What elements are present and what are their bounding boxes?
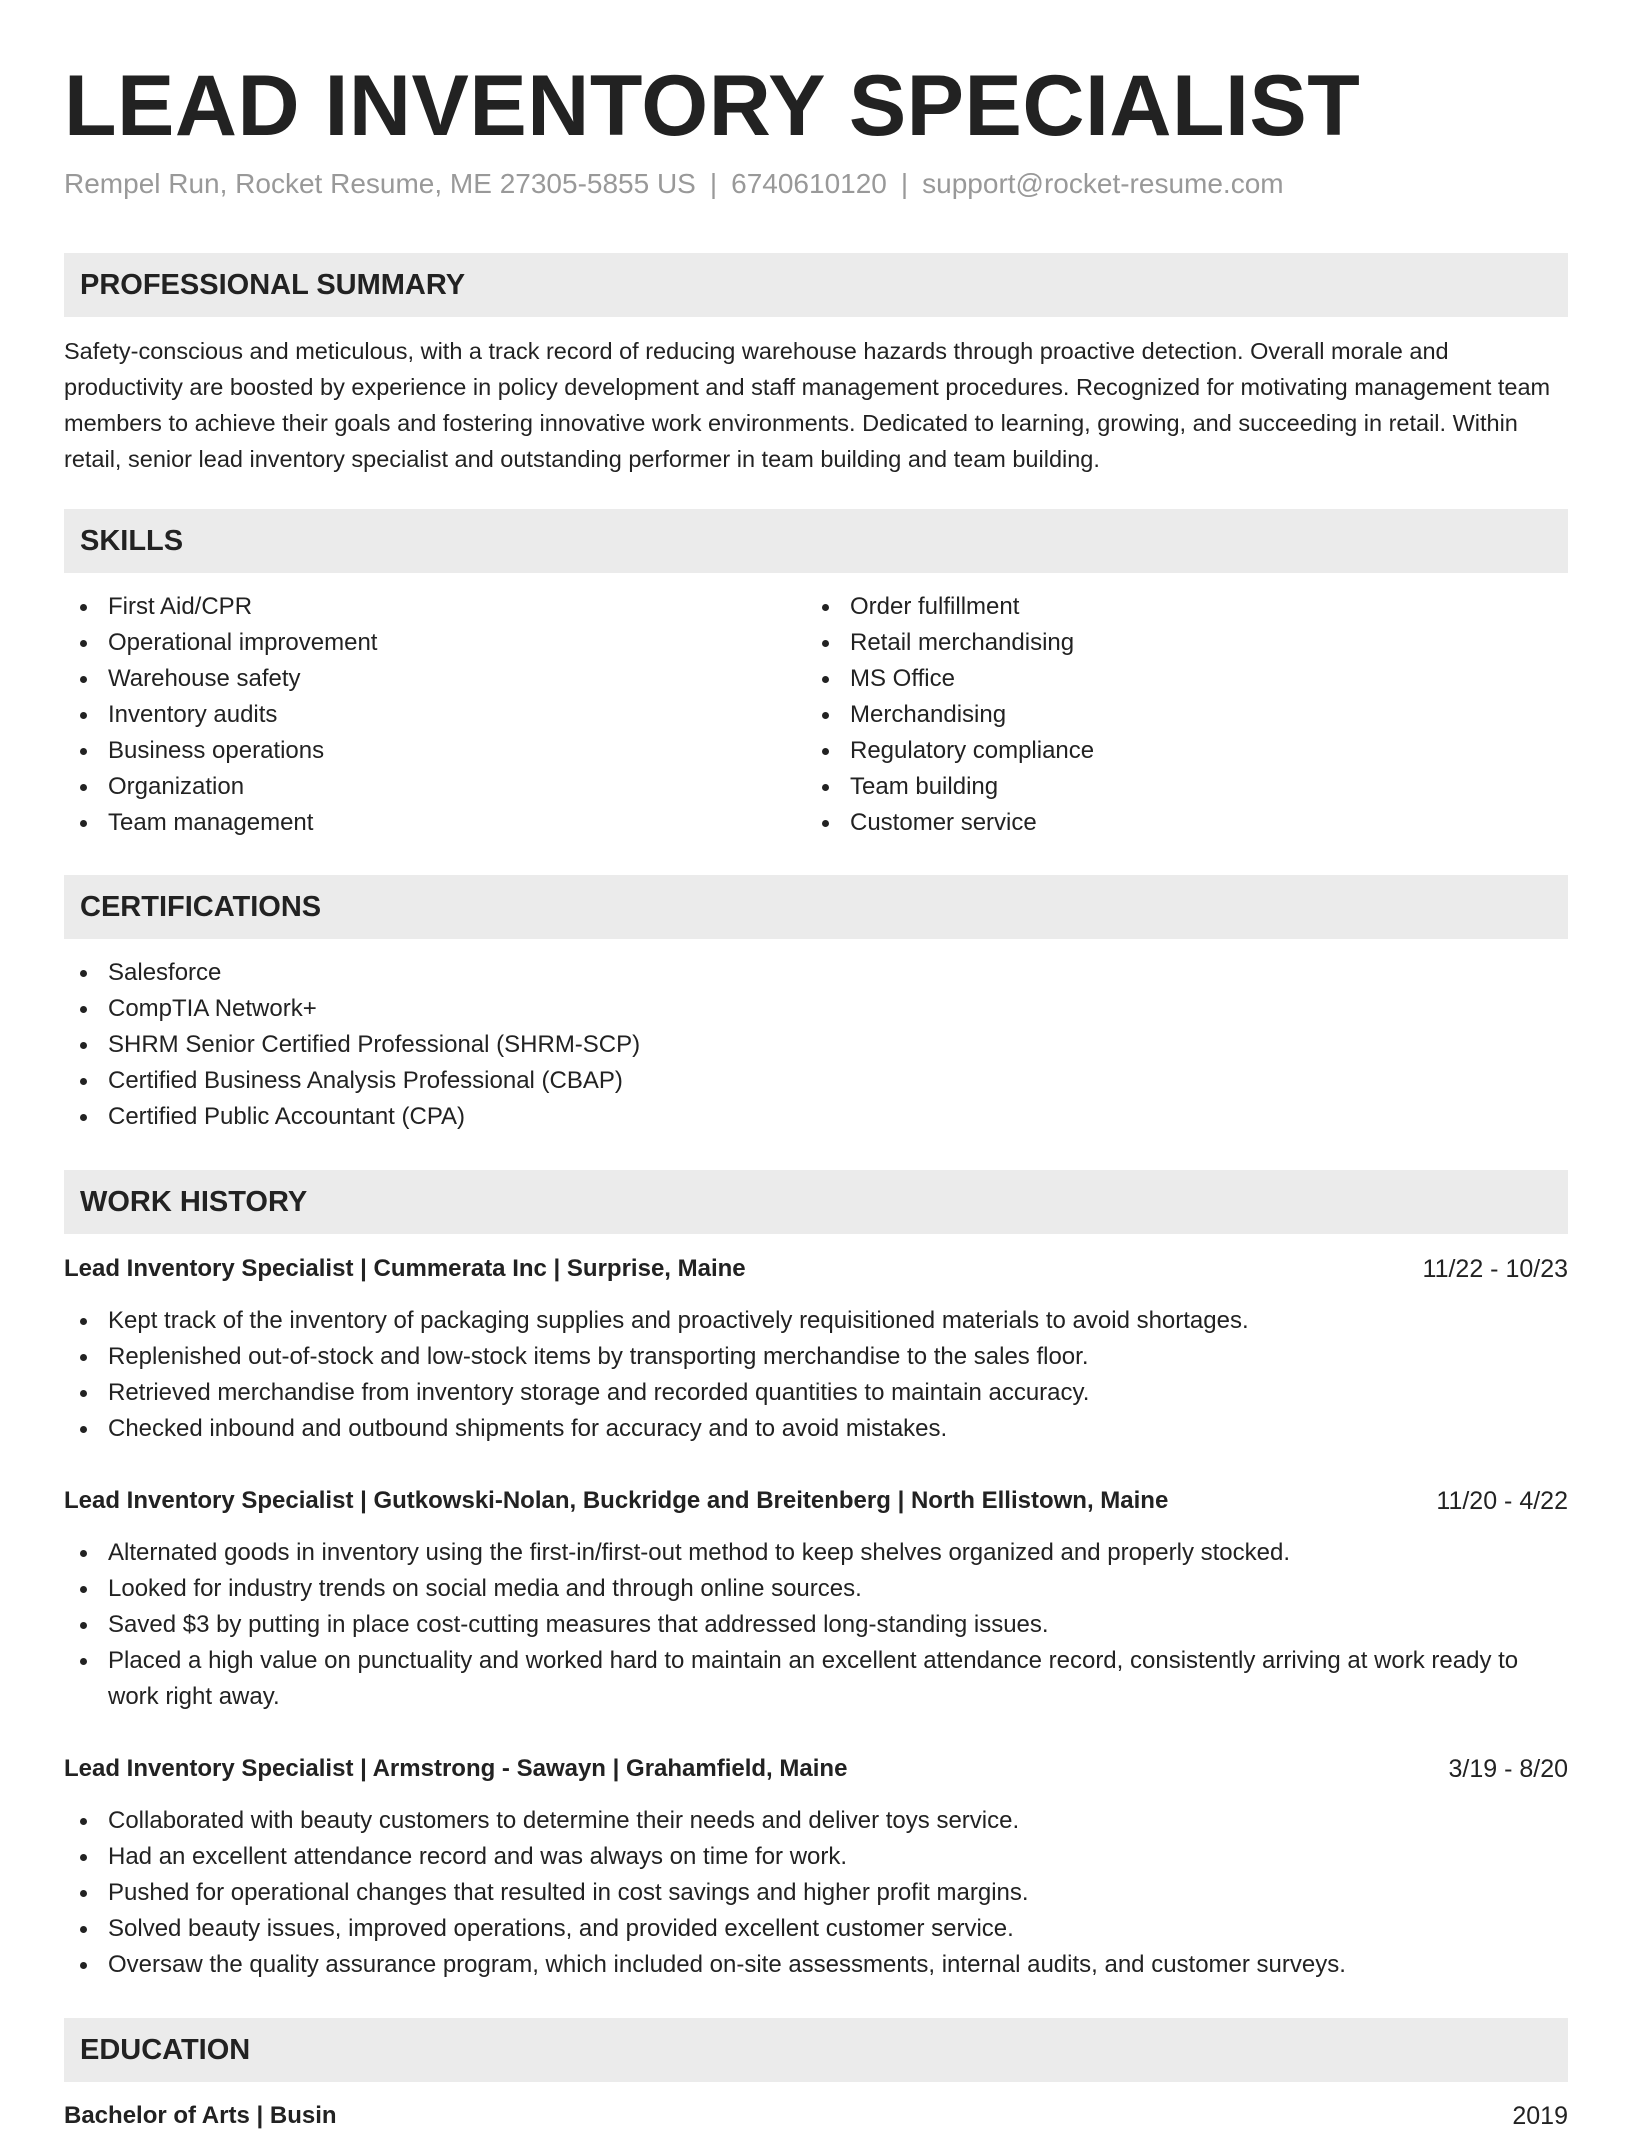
job-bullet: Collaborated with beauty customers to determine their needs and deliver toys service. xyxy=(64,1803,1568,1839)
job-dates: 3/19 - 8/20 xyxy=(1448,1755,1568,1783)
contact-address: Rempel Run, Rocket Resume, ME 27305-5855 US xyxy=(64,168,696,199)
skill-item: Order fulfillment xyxy=(806,589,1506,625)
certification-item: Certified Public Accountant (CPA) xyxy=(64,1099,1568,1135)
contact-line xyxy=(64,166,1284,202)
job-bullet: Saved $3 by putting in place cost-cutting measures that addressed long-standing issues. xyxy=(64,1607,1568,1643)
job-bullet: Had an excellent attendance record and was always on time for work. xyxy=(64,1839,1568,1875)
contact-phone: 6740610120 xyxy=(731,168,887,199)
work-history-heading: WORK HISTORY xyxy=(80,1186,308,1218)
resume-title: LEAD INVENTORY SPECIALIST xyxy=(64,58,1361,154)
job-title: Lead Inventory Specialist | Gutkowski-Nolan, Buckridge and Breitenberg | North Ellistown, Maine xyxy=(64,1487,1169,1514)
job-bullet: Alternated goods in inventory using the first-in/first-out method to keep shelves organized and properly stocked. xyxy=(64,1535,1568,1571)
job-dates: 11/22 - 10/23 xyxy=(1422,1255,1568,1283)
job-bullet: Placed a high value on punctuality and worked hard to maintain an excellent attendance record, consistently arriving at work ready to work right away. xyxy=(64,1643,1568,1715)
job-bullet: Pushed for operational changes that resulted in cost savings and higher profit margins. xyxy=(64,1875,1568,1911)
skill-item: Business operations xyxy=(64,733,764,769)
skill-item: Regulatory compliance xyxy=(806,733,1506,769)
skill-item: Customer service xyxy=(806,805,1506,841)
certifications-list xyxy=(64,955,1568,1135)
skill-item: Retail merchandising xyxy=(806,625,1506,661)
skill-item: Warehouse safety xyxy=(64,661,764,697)
job-bullet: Retrieved merchandise from inventory storage and recorded quantities to maintain accuracy. xyxy=(64,1375,1568,1411)
skill-item: First Aid/CPR xyxy=(64,589,764,625)
certification-item: Salesforce xyxy=(64,955,1568,991)
skill-item: Team management xyxy=(64,805,764,841)
contact-separator: | xyxy=(900,168,909,199)
contact-separator: | xyxy=(709,168,718,199)
job-bullet: Looked for industry trends on social media and through online sources. xyxy=(64,1571,1568,1607)
skill-item: Inventory audits xyxy=(64,697,764,733)
skills-heading: SKILLS xyxy=(80,525,184,557)
skills-list-left xyxy=(64,589,764,841)
education-heading: EDUCATION xyxy=(80,2034,251,2066)
job-dates: 11/20 - 4/22 xyxy=(1436,1487,1568,1515)
skill-item: Organization xyxy=(64,769,764,805)
job-bullets xyxy=(64,1303,1568,1447)
summary-heading: PROFESSIONAL SUMMARY xyxy=(80,269,466,301)
skill-item: MS Office xyxy=(806,661,1506,697)
education-year: 2019 xyxy=(1512,2102,1568,2130)
skill-item: Team building xyxy=(806,769,1506,805)
summary-text: Safety-conscious and meticulous, with a track record of reducing warehouse hazards through proactive detection. Overall morale and productivity are boosted by experience in policy development and staff management procedures. Recognized for motivating management team members to achieve their goals and fostering innovative work environments. Dedicated to learning, growing, and succeeding in retail. Within retail, senior lead inventory specialist and outstanding performer in team building and team building. xyxy=(64,338,1551,472)
contact-email: support@rocket-resume.com xyxy=(922,168,1284,199)
skills-section-header xyxy=(64,509,1568,573)
job-title: Lead Inventory Specialist | Armstrong - Sawayn | Grahamfield, Maine xyxy=(64,1755,848,1782)
job-title: Lead Inventory Specialist | Cummerata Inc | Surprise, Maine xyxy=(64,1255,746,1282)
skill-item: Operational improvement xyxy=(64,625,764,661)
job-bullet: Solved beauty issues, improved operations, and provided excellent customer service. xyxy=(64,1911,1568,1947)
skill-item: Merchandising xyxy=(806,697,1506,733)
education-section-header xyxy=(64,2018,1568,2082)
certification-item: CompTIA Network+ xyxy=(64,991,1568,1027)
job-bullet: Oversaw the quality assurance program, which included on-site assessments, internal audits, and customer surveys. xyxy=(64,1947,1568,1983)
job-bullet: Replenished out-of-stock and low-stock items by transporting merchandise to the sales floor. xyxy=(64,1339,1568,1375)
job-bullet: Kept track of the inventory of packaging supplies and proactively requisitioned materials to avoid shortages. xyxy=(64,1303,1568,1339)
job-bullets xyxy=(64,1803,1568,1983)
job-bullet: Checked inbound and outbound shipments for accuracy and to avoid mistakes. xyxy=(64,1411,1568,1447)
certifications-heading: CERTIFICATIONS xyxy=(80,891,322,923)
summary-section-header xyxy=(64,253,1568,317)
job-bullets xyxy=(64,1535,1568,1715)
certification-item: Certified Business Analysis Professional (CBAP) xyxy=(64,1063,1568,1099)
education-degree: Bachelor of Arts | Busin xyxy=(64,2102,337,2129)
certifications-section-header xyxy=(64,875,1568,939)
work-history-section-header xyxy=(64,1170,1568,1234)
skills-list-right xyxy=(806,589,1506,841)
certification-item: SHRM Senior Certified Professional (SHRM-SCP) xyxy=(64,1027,1568,1063)
